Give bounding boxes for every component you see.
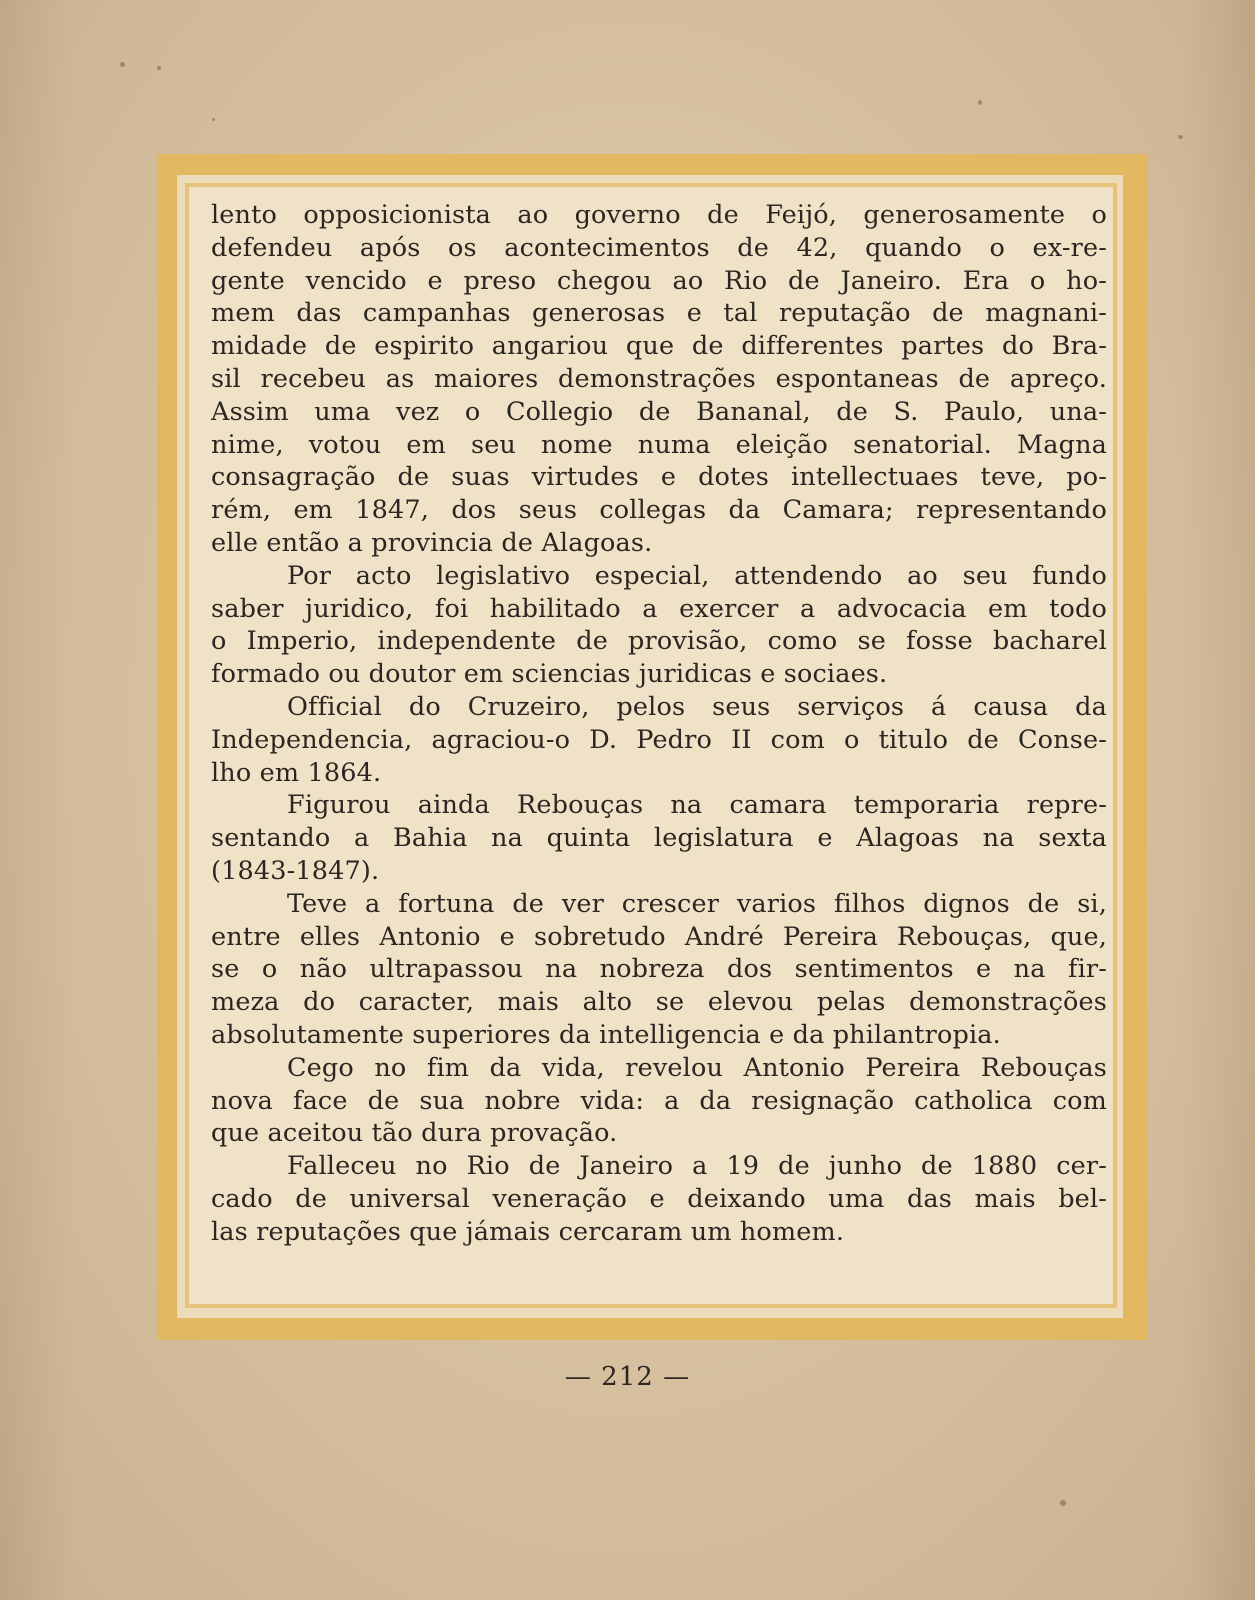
paper-speck <box>157 66 161 70</box>
text-line: (1843-1847). <box>211 855 380 886</box>
paragraph <box>211 789 1107 887</box>
text-line: gente vencido e preso chegou ao Rio de Janeiro. Era o ho- <box>211 265 1107 296</box>
text-line: nime, votou em seu nome numa eleição senatorial. Magna <box>211 429 1107 460</box>
text-line: midade de espirito angariou que de differentes partes do Bra- <box>211 331 1107 362</box>
paper-speck <box>978 100 982 105</box>
text-line: sil recebeu as maiores demonstrações espontaneas de apreço. <box>211 363 1107 394</box>
paragraph <box>211 888 1107 1052</box>
text-line: Falleceu no Rio de Janeiro a 19 de junho de 1880 cer- <box>287 1151 1107 1182</box>
text-line: rém, em 1847, dos seus collegas da Camara; representando <box>211 495 1107 526</box>
text-line: mem das campanhas generosas e tal reputação de magnani- <box>211 298 1107 329</box>
text-line: cado de universal veneração e deixando uma das mais bel- <box>211 1183 1107 1214</box>
text-line: que aceitou tão dura provação. <box>211 1118 618 1149</box>
paragraph <box>211 1150 1107 1248</box>
text-line: lho em 1864. <box>211 757 382 788</box>
text-line: elle então a provincia de Alagoas. <box>211 527 653 558</box>
text-line: sentando a Bahia na quinta legislatura e Alagoas na sexta <box>211 823 1107 854</box>
paragraph <box>211 199 1107 560</box>
text-line: formado ou doutor em sciencias juridicas e sociaes. <box>211 659 888 690</box>
text-line: Teve a fortuna de ver crescer varios filhos dignos de si, <box>287 888 1107 919</box>
text-line: Assim uma vez o Collegio de Bananal, de S. Paulo, una- <box>211 396 1107 427</box>
text-line: lento opposicionista ao governo de Feijó, generosamente o <box>211 200 1107 230</box>
text-line: saber juridico, foi habilitado a exercer a advocacia em todo <box>211 593 1107 624</box>
paper-speck <box>1060 1500 1066 1506</box>
text-line: absolutamente superiores da intelligencia e da philantropia. <box>211 1019 1001 1050</box>
text-line: entre elles Antonio e sobretudo André Pereira Rebouças, que, <box>211 921 1107 952</box>
text-line: Cego no fim da vida, revelou Antonio Pereira Rebouças <box>287 1052 1107 1083</box>
paragraph <box>211 691 1107 789</box>
paper-speck <box>212 118 215 121</box>
text-line: defendeu após os acontecimentos de 42, quando o ex-re- <box>211 232 1107 263</box>
text-line: consagração de suas virtudes e dotes intellectuaes teve, po- <box>211 462 1107 493</box>
text-line: o Imperio, independente de provisão, como se fosse bacharel <box>211 626 1107 657</box>
paper-speck <box>120 62 125 67</box>
text-line: meza do caracter, mais alto se elevou pelas demonstrações <box>211 987 1107 1018</box>
body-text <box>211 199 1107 1249</box>
text-line: las reputações que jámais cercaram um homem. <box>211 1216 845 1247</box>
page-number: — 212 — <box>564 1362 691 1392</box>
paragraph <box>211 560 1107 691</box>
paper-speck <box>1178 135 1183 139</box>
text-line: se o não ultrapassou na nobreza dos sentimentos e na fir- <box>211 954 1107 985</box>
text-line: Independencia, agraciou-o D. Pedro II com o titulo de Conse- <box>211 724 1107 755</box>
paragraph <box>211 1052 1107 1150</box>
text-line: nova face de sua nobre vida: a da resignação catholica com <box>211 1085 1107 1116</box>
text-line: Official do Cruzeiro, pelos seus serviços á causa da <box>287 691 1107 722</box>
text-line: Por acto legislativo especial, attendendo ao seu fundo <box>287 560 1107 591</box>
text-line: Figurou ainda Rebouças na camara temporaria repre- <box>287 790 1107 821</box>
